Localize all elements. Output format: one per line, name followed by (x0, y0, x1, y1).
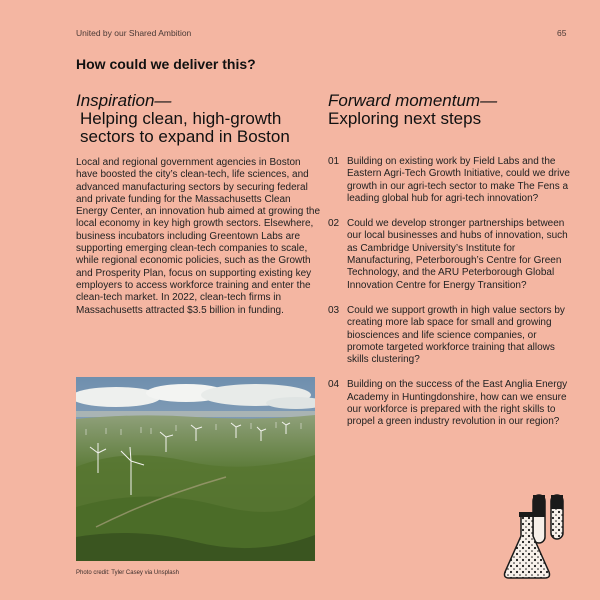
inspiration-heading-label: Inspiration— (76, 91, 172, 110)
next-step-item (328, 156, 573, 205)
inspiration-heading (76, 92, 316, 146)
running-head: United by our Shared Ambition (76, 28, 192, 38)
next-step-item (328, 379, 573, 428)
photo-credit: Photo credit: Tyler Casey via Unsplash (76, 570, 179, 576)
step-text: Building on existing work by Field Labs and the Eastern Agri-Tech Growth Initiative, could we drive growth in our agri-tech sector to make The Fens a leading global hub for agri-tech innovation? (347, 156, 570, 204)
step-number: 01 (328, 156, 340, 167)
wind-farm-photo-graphic (76, 377, 315, 561)
next-step-item (328, 305, 573, 366)
step-number: 03 (328, 304, 340, 316)
step-text: Could we support growth in high value sectors by creating more lab space for small and growing biosciences and life science companies, or promote targeted workforce training that allows skills clustering? (347, 304, 565, 366)
inspiration-body: Local and regional government agencies in Boston have boosted the city’s clean-tech, life sciences, and advanced manufacturing sectors by securing federal and private funding for the Massachusetts Clean Energy Center, an innovation hub aimed at growing the local economy in key high growth sectors. Elsewhere, business incubators including Greentown Labs are supporting emerging clean-tech companies to scale, while regional economic policies, such as the Growth and Prosperity Plan, focus on supporting existing key employers to access workforce training and enter the clean-tech market. In 2022, clean-tech firms in Massachusetts attracted $3.5 billion in funding. (76, 157, 321, 316)
step-number: 04 (328, 379, 340, 391)
forward-heading (328, 92, 568, 128)
wind-farm-photo (76, 377, 315, 561)
forward-heading-label: Forward momentum— (328, 91, 498, 110)
step-text: Building on the success of the East Anglia Energy Academy in Huntingdonshire, how can we ensure our workforce is prepared with the right skills to propel a green industry revolution in our region? (347, 379, 568, 428)
inspiration-heading-title: Helping clean, high-growth sectors to expand in Boston (80, 109, 290, 146)
flask-icon (503, 492, 573, 582)
step-text: Could we develop stronger partnerships between our local businesses and hubs of innovation, such as Cambridge University’s Institute for Manufacturing, Peterborough’s Centre for Green Technology, and the ARU Peterborough Global Innovation Centre for Energy Transition? (347, 218, 568, 291)
next-steps-list (328, 156, 573, 429)
section-title: How could we deliver this? (76, 56, 256, 72)
step-number: 02 (328, 218, 340, 230)
next-step-item (328, 218, 573, 292)
forward-heading-title: Exploring next steps (328, 109, 482, 128)
page-number: 65 (557, 28, 567, 38)
lab-flask-illustration (503, 492, 573, 582)
